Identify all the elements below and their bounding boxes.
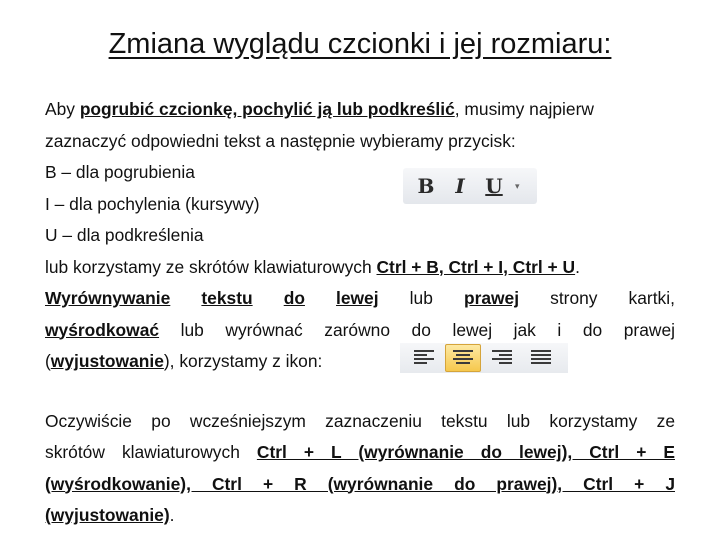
text: lub korzystamy ze skrótów klawiaturowych <box>45 256 377 277</box>
align-left-button[interactable] <box>406 344 442 372</box>
text: lub <box>409 288 433 308</box>
keyword: wyśrodkować <box>45 319 160 340</box>
keyword: do <box>283 288 305 308</box>
bold-button[interactable]: B <box>417 174 435 198</box>
underline-description: U – dla podkreślenia <box>45 225 204 245</box>
shortcut-list: (wyśrodkowanie), Ctrl + R (wyrównanie do prawej), Ctrl + J <box>45 473 675 494</box>
align-right-button[interactable] <box>484 344 520 372</box>
justify-button[interactable] <box>523 344 559 372</box>
underline-button[interactable]: U <box>485 174 503 198</box>
keyword: Wyrównywanie <box>45 288 171 308</box>
paragraph-line: zaznaczyć odpowiedni tekst a następnie wybieramy przycisk: <box>45 130 516 151</box>
paragraph-line <box>45 283 675 315</box>
keyword: lewej <box>336 288 379 308</box>
text: . <box>169 505 175 525</box>
align-left-icon <box>413 349 435 367</box>
keyword: tekstu <box>201 288 253 308</box>
paragraph-line <box>45 252 675 284</box>
align-right-icon <box>491 349 513 367</box>
page-title: Zmiana wyglądu czcionki i jej rozmiaru: <box>108 28 612 60</box>
italic-button[interactable]: I <box>455 174 465 198</box>
align-center-button[interactable] <box>445 344 481 372</box>
text: ( <box>45 351 51 371</box>
underlined-phrase: pogrubić czcionkę, pochylić ją lub podkreślić <box>79 99 455 119</box>
shortcut-list: Ctrl + L (wyrównanie do lewej), Ctrl + E <box>256 442 675 462</box>
text: . <box>575 256 580 277</box>
paragraph-line <box>45 315 675 347</box>
shortcut-list: (wyjustowanie) <box>45 505 170 525</box>
chevron-down-icon[interactable]: ▾ <box>515 180 520 191</box>
paragraph-line <box>45 469 675 501</box>
paragraph-line <box>45 437 675 469</box>
shortcut-list: Ctrl + B, Ctrl + I, Ctrl + U <box>376 256 576 277</box>
bold-description: B – dla pogrubienia <box>45 162 195 182</box>
content-body <box>45 94 675 532</box>
text: skrótów klawiaturowych <box>45 442 257 462</box>
paragraph-line <box>45 500 675 532</box>
paragraph-line <box>45 94 675 126</box>
text: lub wyrównać zarówno do lewej jak i do prawej <box>159 319 675 340</box>
format-toolbar <box>403 168 537 204</box>
paragraph-line: Oczywiście po wcześniejszym zaznaczeniu tekstu lub korzystamy ze <box>45 410 675 431</box>
alignment-toolbar <box>400 343 568 373</box>
text: ), korzystamy z ikon: <box>163 351 323 371</box>
text: , musimy najpierw <box>454 99 594 119</box>
keyword: wyjustowanie <box>50 351 164 371</box>
text: strony kartki, <box>550 288 675 308</box>
text: Aby <box>45 99 80 119</box>
italic-description: I – dla pochylenia (kursywy) <box>45 193 260 214</box>
paragraph-line <box>45 346 675 378</box>
align-center-icon <box>452 349 474 367</box>
justify-icon <box>530 349 552 367</box>
keyword: prawej <box>463 288 520 308</box>
